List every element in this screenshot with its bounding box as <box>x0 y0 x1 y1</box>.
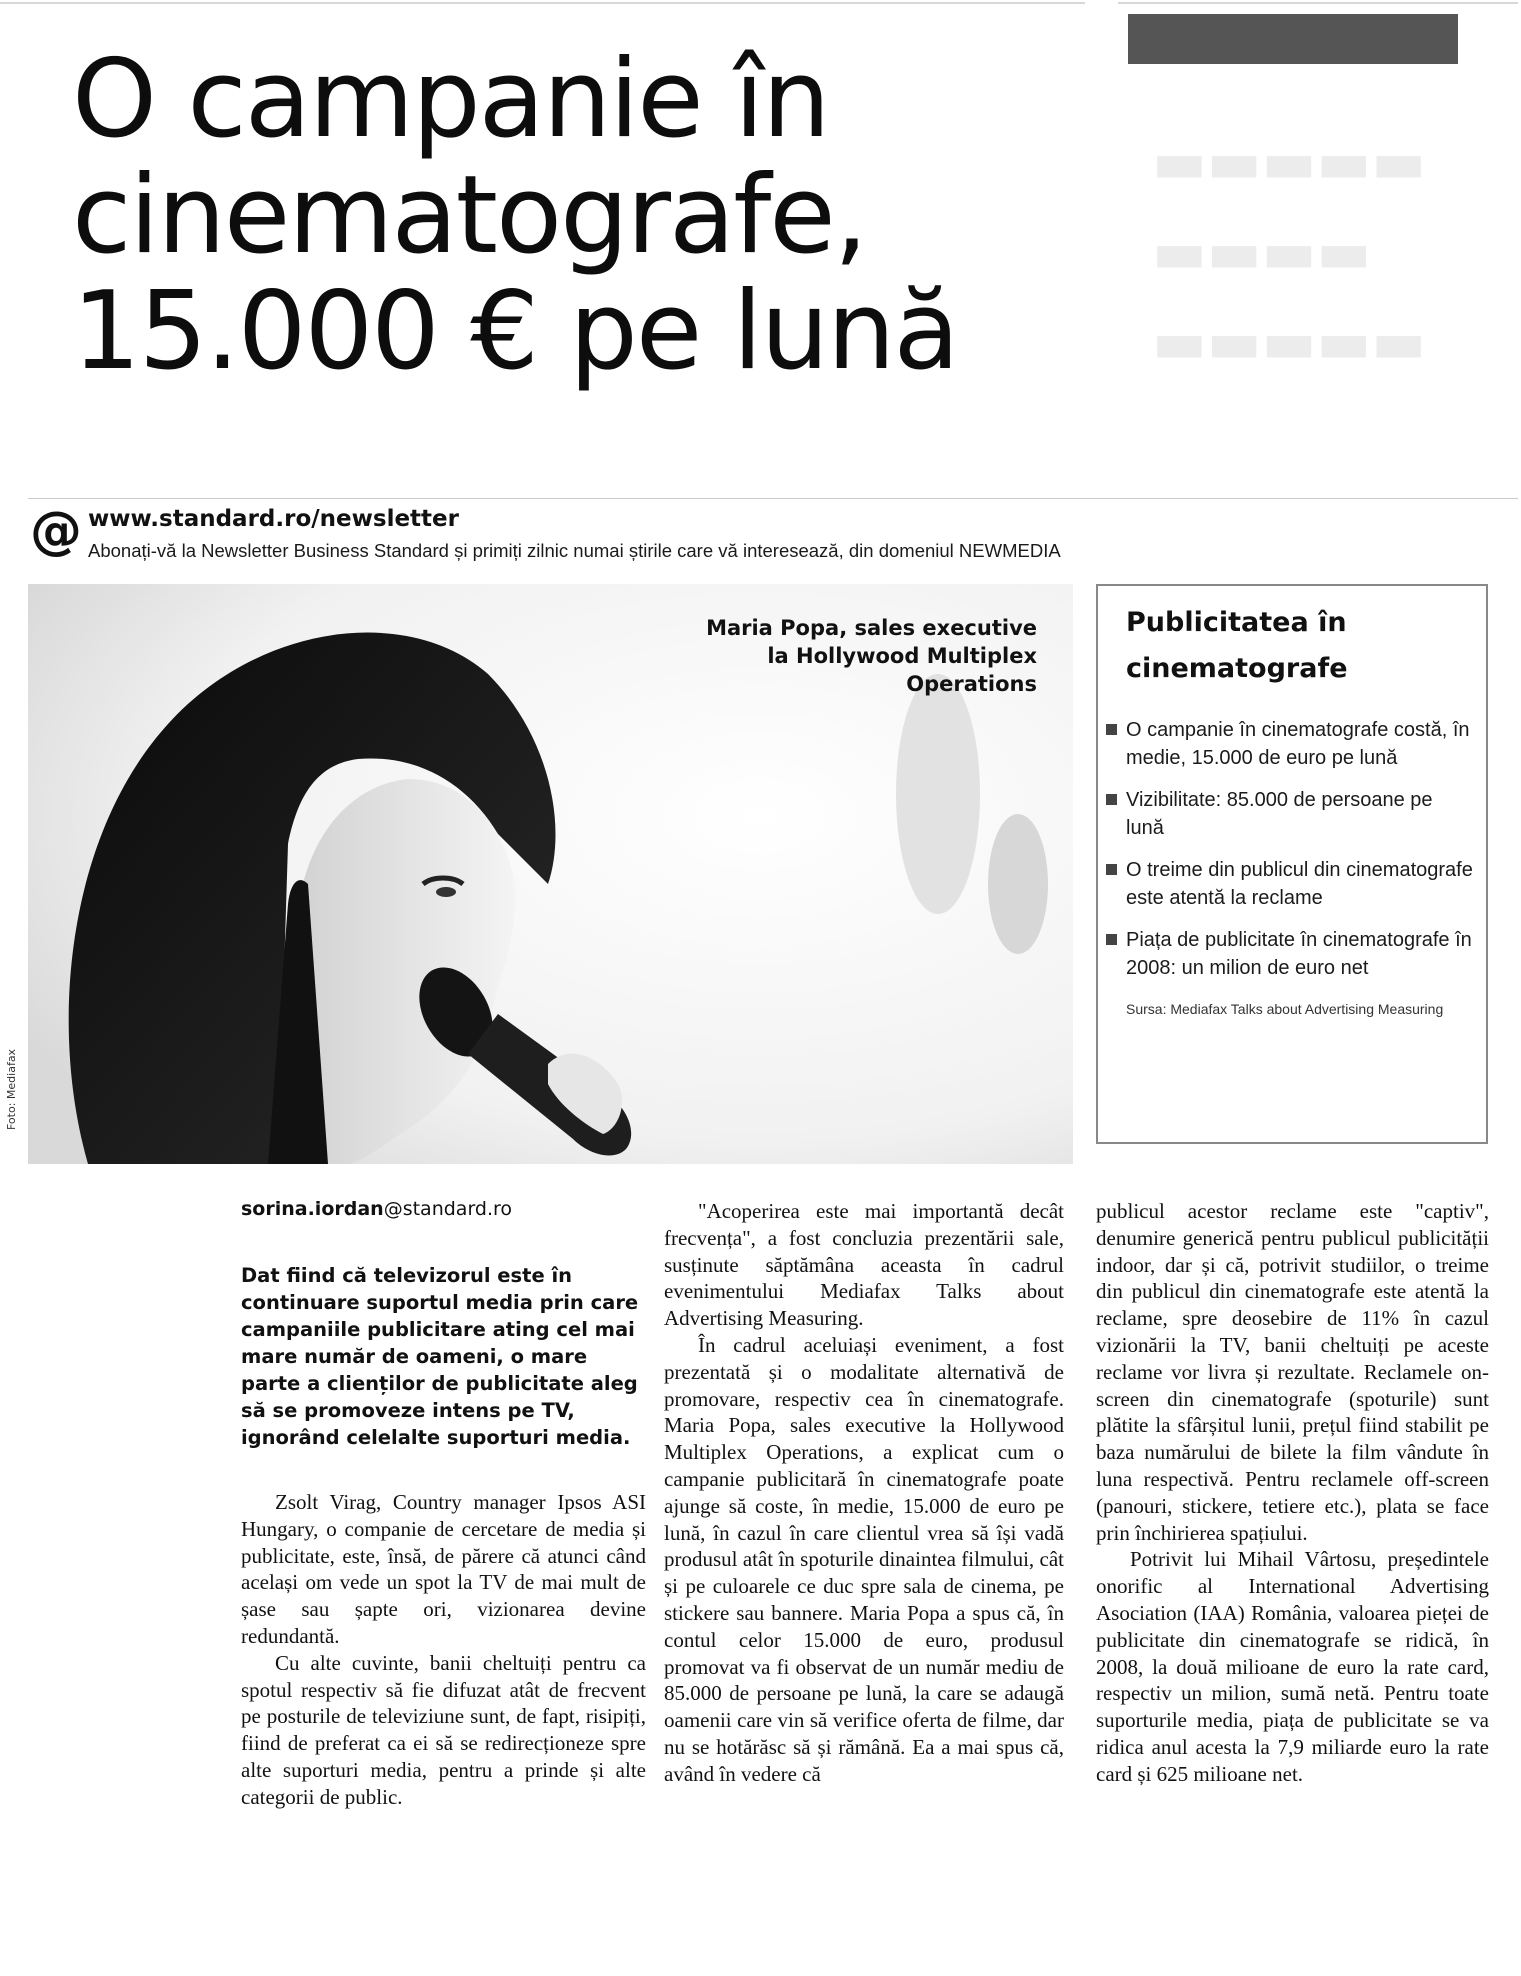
newsletter-url[interactable]: www.standard.ro/newsletter <box>88 506 459 532</box>
at-sign-icon: @ <box>30 501 82 561</box>
faded-text-decoration: ▬▬▬▬ <box>1152 218 1372 286</box>
body-paragraph: Potrivit lui Mihail Vârtosu, președintele onorific al International Advertising Asociation (IAA) România, valoarea pieței de publicitate din cinematografe se ridică, în 2008, la două milioane de euro la rate card, respectiv un milion, sumă netă. Pentru toate suporturile media, piața de publicitate se va ridica anul acesta la 7,9 miliarde euro la rate card și 625 milioane net. <box>1096 1547 1489 1786</box>
square-bullet-icon <box>1106 864 1117 875</box>
fact-item: Piața de publicitate în cinematografe în 2008: un milion de euro net <box>1126 926 1474 982</box>
faded-header-bar <box>1128 14 1458 64</box>
square-bullet-icon <box>1106 724 1117 735</box>
faded-text-decoration: ▬▬▬▬▬ <box>1152 128 1426 196</box>
square-bullet-icon <box>1106 794 1117 805</box>
byline[interactable] <box>241 1198 646 1220</box>
body-paragraph: Cu alte cuvinte, banii cheltuiți pentru ca spotul respectiv să fie difuzat atât de frecvent pe posturile de televiziune sunt, de fapt, risipiți, fiind de preferat ca ei să se redirecționeze spre alte suporturi media, pentru a prinde și alte categorii de public. <box>241 1650 646 1809</box>
fact-box <box>1096 584 1488 1144</box>
article-column-2 <box>664 1198 1064 1788</box>
top-rule-right <box>1118 2 1518 4</box>
square-bullet-icon <box>1106 934 1117 945</box>
faded-adjacent-block <box>1122 8 1467 428</box>
byline-domain: @standard.ro <box>383 1198 513 1220</box>
fact-list <box>1126 716 1474 982</box>
fact-box-title: Publicitatea în cinematografe <box>1126 607 1348 684</box>
article-column-3 <box>1096 1198 1489 1788</box>
section-divider <box>28 498 1518 499</box>
fact-box-source: Sursa: Mediafax Talks about Advertising Measuring <box>1126 1001 1444 1017</box>
fact-item: Vizibilitate: 85.000 de persoane pe lună <box>1126 786 1474 842</box>
faded-text-decoration: ▬▬▬▬▬ <box>1152 308 1426 376</box>
body-paragraph: "Acoperirea este mai importantă decât frecvența", a fost concluzia prezentării sale, susținute săptămâna aceasta în cadrul evenimentului Mediafax Talks about Advertising Measuring. <box>664 1199 1064 1331</box>
top-rule <box>0 2 1085 4</box>
byline-name: sorina.iordan <box>241 1198 384 1220</box>
photo-credit: Foto: Mediafax <box>5 1048 18 1130</box>
body-paragraph: Zsolt Virag, Country manager Ipsos ASI Hungary, o companie de cercetare de media și publicitate, este, însă, de părere că atunci când același om vede un spot la TV de mai mult de șase sau șapte ori, vizionarea devine redundantă. <box>241 1490 646 1648</box>
photo-caption: Maria Popa, sales executive la Hollywood Multiplex Operations <box>706 616 1037 696</box>
article-photo <box>28 584 1073 1164</box>
body-paragraph: publicul acestor reclame este "captiv", denumire generică pentru publicul publicității indoor, dar și că, potrivit studiilor, o treime din publicul din cinematografe este atentă la reclame, spre deosebire de 11% în cazul vizionării la TV, banii cheltuiți pe aceste reclame vor livra și rezultate. Reclamele on-screen din cinematografe (spoturile) sunt plătite la sfârșitul lunii, prețul fiind stabilit pe baza numărului de bilete la film vândute în luna respectivă. Pentru reclamele off-screen (panouri, stickere, tetiere etc.), plata se face prin închirierea spațiului. <box>1096 1199 1489 1545</box>
lead-paragraph: Dat fiind că televizorul este în continuare suportul media prin care campaniile publicitare ating cel mai mare număr de oameni, o mare parte a clienților de publicitate aleg să se promoveze intens pe TV, ignorând celelalte suporturi media. <box>241 1264 639 1449</box>
fact-item: O campanie în cinematografe costă, în medie, 15.000 de euro pe lună <box>1126 716 1474 772</box>
article-column-1 <box>241 1198 646 1811</box>
newsletter-description: Abonați-vă la Newsletter Business Standard și primiți zilnic numai știrile care vă interesează, din domeniul NEWMEDIA <box>88 540 1061 561</box>
headline: O campanie în cinematografe, 15.000 € pe lună <box>72 37 958 394</box>
fact-item: O treime din publicul din cinematografe este atentă la reclame <box>1126 856 1474 912</box>
body-paragraph: În cadrul aceluiași eveniment, a fost prezentată și o modalitate alternativă de promovare, respectiv cea în cinematografe. Maria Popa, sales executive la Hollywood Multiplex Operations, a explicat cum o campanie publicitară în cinematografe poate ajunge să coste, în medie, 15.000 de euro pe lună, în cazul în care clientul vrea să își vadă produsul atât în spoturile dinaintea filmului, cât și pe culoarele ce duc spre sala de cinema, pe stickere sau bannere. Maria Popa a spus că, în contul celor 15.000 de euro, produsul promovat va fi observat de un număr mediu de 85.000 de persoane pe lună, la care se adaugă oamenii care vin să verifice oferta de filme, dar nu se hotărăsc să și rămână. Ea a mai spus că, având în vedere că <box>664 1332 1064 1786</box>
